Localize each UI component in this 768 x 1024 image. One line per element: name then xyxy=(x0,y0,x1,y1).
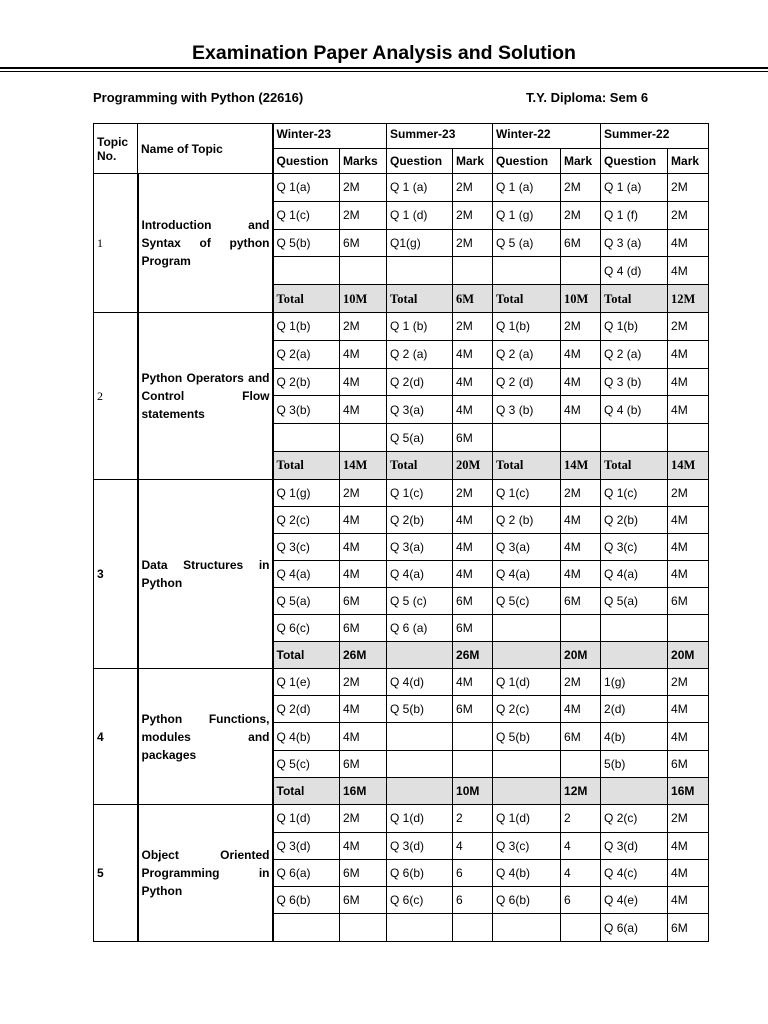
marks-cell: 2M xyxy=(668,312,709,340)
question-cell: Q 4(a) xyxy=(601,560,668,587)
question-cell: Q 3(c) xyxy=(601,533,668,560)
marks-cell xyxy=(453,723,493,750)
marks-cell: 4 xyxy=(561,859,601,886)
question-cell: Q 1(d) xyxy=(493,805,561,832)
marks-cell xyxy=(668,424,709,452)
marks-cell: 4M xyxy=(340,340,387,368)
marks-cell: 6M xyxy=(561,723,601,750)
marks-cell xyxy=(561,750,601,777)
marks-cell xyxy=(668,614,709,641)
total-marks: 16M xyxy=(340,777,387,804)
question-cell: Q 1(b) xyxy=(601,312,668,340)
marks-cell: 6M xyxy=(453,424,493,452)
question-cell: Q 6(c) xyxy=(387,887,453,914)
total-label: Total xyxy=(273,777,340,804)
marks-cell: 4M xyxy=(668,229,709,257)
page-title: Examination Paper Analysis and Solution xyxy=(192,42,576,64)
total-marks: 14M xyxy=(668,451,709,479)
marks-cell xyxy=(453,750,493,777)
marks-cell: 6M xyxy=(340,750,387,777)
marks-cell xyxy=(453,257,493,285)
marks-cell: 4M xyxy=(668,368,709,396)
question-cell xyxy=(493,614,561,641)
question-cell: Q 2(c) xyxy=(273,506,340,533)
question-cell: Q 1 (a) xyxy=(387,174,453,202)
total-label: Total xyxy=(273,641,340,668)
marks-cell: 2M xyxy=(561,174,601,202)
question-cell: 2(d) xyxy=(601,696,668,723)
total-marks: 20M xyxy=(668,641,709,668)
marks-cell: 4M xyxy=(561,368,601,396)
total-label xyxy=(493,777,561,804)
table-row xyxy=(94,805,709,832)
marks-cell: 6M xyxy=(453,587,493,614)
question-cell xyxy=(387,750,453,777)
semester-header: Summer-23 xyxy=(387,124,493,149)
marks-cell: 2M xyxy=(453,174,493,202)
question-cell: Q 1(c) xyxy=(493,479,561,506)
question-cell: Q 5(b) xyxy=(387,696,453,723)
sub-header: Question xyxy=(601,149,668,174)
total-label: Total xyxy=(601,451,668,479)
marks-cell: 6 xyxy=(453,859,493,886)
sub-header: Mark xyxy=(561,149,601,174)
question-cell: Q 2 (d) xyxy=(493,368,561,396)
marks-cell: 6M xyxy=(340,614,387,641)
marks-cell: 6M xyxy=(340,887,387,914)
total-marks: 12M xyxy=(668,285,709,313)
question-cell: Q 6(c) xyxy=(273,614,340,641)
question-cell: Q 6(b) xyxy=(273,887,340,914)
topic-number: 3 xyxy=(94,479,138,668)
marks-cell: 2M xyxy=(561,312,601,340)
question-cell: Q 2(c) xyxy=(601,805,668,832)
question-cell: Q 1 (g) xyxy=(493,201,561,229)
question-cell: Q 1(b) xyxy=(493,312,561,340)
question-cell: Q1(g) xyxy=(387,229,453,257)
total-label: Total xyxy=(387,285,453,313)
question-cell xyxy=(601,424,668,452)
question-cell: Q 1(c) xyxy=(387,479,453,506)
question-cell: Q 4 (b) xyxy=(601,396,668,424)
marks-cell: 4M xyxy=(668,396,709,424)
total-marks: 10M xyxy=(453,777,493,804)
total-label xyxy=(601,641,668,668)
question-cell: Q 1 (b) xyxy=(387,312,453,340)
table-body xyxy=(94,124,709,942)
marks-cell: 4M xyxy=(668,340,709,368)
marks-cell: 4M xyxy=(453,506,493,533)
question-cell: Q 4(a) xyxy=(273,560,340,587)
marks-cell xyxy=(561,614,601,641)
question-cell: Q 3(a) xyxy=(387,533,453,560)
marks-cell: 6M xyxy=(340,229,387,257)
question-cell: Q 3 (a) xyxy=(601,229,668,257)
marks-cell: 4M xyxy=(561,506,601,533)
question-cell xyxy=(601,614,668,641)
total-label: Total xyxy=(387,451,453,479)
question-cell: Q 5 (c) xyxy=(387,587,453,614)
question-cell: Q 2 (a) xyxy=(601,340,668,368)
marks-cell: 2M xyxy=(561,668,601,695)
question-cell: Q 2 (b) xyxy=(493,506,561,533)
total-label xyxy=(493,641,561,668)
question-cell xyxy=(493,257,561,285)
title-rule-thin xyxy=(0,71,768,72)
marks-cell: 4M xyxy=(668,832,709,859)
marks-cell: 2M xyxy=(453,229,493,257)
topic-name-header: Name of Topic xyxy=(138,124,273,174)
marks-cell: 4 xyxy=(453,832,493,859)
question-cell: Q 3(a) xyxy=(493,533,561,560)
sub-header: Mark xyxy=(668,149,709,174)
question-cell: Q 1(a) xyxy=(273,174,340,202)
marks-cell: 6 xyxy=(453,887,493,914)
question-cell: Q 5(a) xyxy=(387,424,453,452)
question-cell: Q 2(a) xyxy=(273,340,340,368)
question-cell: Q 5(c) xyxy=(493,587,561,614)
marks-cell: 4M xyxy=(561,696,601,723)
question-cell: Q 1(c) xyxy=(273,201,340,229)
marks-cell: 4M xyxy=(340,396,387,424)
marks-cell: 4M xyxy=(668,859,709,886)
marks-cell: 4M xyxy=(453,668,493,695)
title-rule-thick xyxy=(0,67,768,69)
question-cell: Q 1(d) xyxy=(493,668,561,695)
marks-cell: 4M xyxy=(340,696,387,723)
question-cell: Q 4(a) xyxy=(387,560,453,587)
sub-header: Question xyxy=(273,149,340,174)
total-marks: 6M xyxy=(453,285,493,313)
analysis-table xyxy=(93,123,709,942)
marks-cell xyxy=(340,257,387,285)
marks-cell: 2M xyxy=(668,805,709,832)
question-cell: Q 3(b) xyxy=(273,396,340,424)
question-cell: Q 4(a) xyxy=(493,560,561,587)
question-cell: Q 3(a) xyxy=(387,396,453,424)
sub-header: Marks xyxy=(340,149,387,174)
table-row xyxy=(94,668,709,695)
marks-cell xyxy=(561,914,601,941)
total-label: Total xyxy=(493,451,561,479)
question-cell: Q 4(e) xyxy=(601,887,668,914)
marks-cell: 4M xyxy=(453,396,493,424)
topic-no-header: Topic No. xyxy=(94,124,138,174)
question-cell: Q 6(b) xyxy=(387,859,453,886)
marks-cell: 4M xyxy=(340,506,387,533)
question-cell: Q 1 (f) xyxy=(601,201,668,229)
semester-header: Winter-22 xyxy=(493,124,601,149)
question-cell: Q 1(e) xyxy=(273,668,340,695)
marks-cell: 2M xyxy=(453,312,493,340)
total-label xyxy=(387,641,453,668)
question-cell: Q 4(d) xyxy=(387,668,453,695)
marks-cell: 4M xyxy=(668,560,709,587)
question-cell: Q 4(c) xyxy=(601,859,668,886)
total-label: Total xyxy=(273,451,340,479)
total-marks: 20M xyxy=(561,641,601,668)
question-cell xyxy=(273,257,340,285)
marks-cell: 6 xyxy=(561,887,601,914)
marks-cell: 4M xyxy=(668,696,709,723)
program-label: T.Y. Diploma: Sem 6 xyxy=(526,90,649,105)
marks-cell: 4M xyxy=(668,723,709,750)
question-cell: Q 1(c) xyxy=(601,479,668,506)
question-cell: 4(b) xyxy=(601,723,668,750)
marks-cell: 2M xyxy=(453,201,493,229)
sub-header: Question xyxy=(493,149,561,174)
marks-cell: 4M xyxy=(561,340,601,368)
topic-name: Python Operators and Control Flow statements xyxy=(138,312,273,479)
topic-number: 2 xyxy=(94,312,138,479)
semester-header-row xyxy=(94,124,709,149)
marks-cell xyxy=(340,424,387,452)
question-cell: Q 6(a) xyxy=(601,914,668,941)
marks-cell: 4M xyxy=(340,723,387,750)
marks-cell: 4M xyxy=(340,533,387,560)
question-cell: Q 6 (a) xyxy=(387,614,453,641)
question-cell: Q 2 (a) xyxy=(387,340,453,368)
question-cell xyxy=(493,750,561,777)
question-cell: Q 5(c) xyxy=(273,750,340,777)
marks-cell: 2M xyxy=(340,312,387,340)
total-marks: 14M xyxy=(340,451,387,479)
question-cell: Q 1 (a) xyxy=(601,174,668,202)
marks-cell: 2M xyxy=(453,479,493,506)
marks-cell: 2M xyxy=(340,174,387,202)
marks-cell xyxy=(561,257,601,285)
marks-cell xyxy=(340,914,387,941)
total-marks: 10M xyxy=(561,285,601,313)
marks-cell: 4M xyxy=(340,368,387,396)
question-cell: 5(b) xyxy=(601,750,668,777)
question-cell xyxy=(387,257,453,285)
total-label xyxy=(387,777,453,804)
marks-cell: 2M xyxy=(668,174,709,202)
topic-number: 1 xyxy=(94,174,138,313)
question-cell xyxy=(273,914,340,941)
question-cell: Q 3(d) xyxy=(601,832,668,859)
total-marks: 26M xyxy=(453,641,493,668)
question-cell: Q 2(b) xyxy=(273,368,340,396)
question-cell: Q 2(c) xyxy=(493,696,561,723)
question-cell: Q 6(b) xyxy=(493,887,561,914)
marks-cell: 2M xyxy=(668,479,709,506)
marks-cell: 4M xyxy=(668,257,709,285)
question-cell xyxy=(493,424,561,452)
marks-cell: 2 xyxy=(453,805,493,832)
marks-cell: 6M xyxy=(340,587,387,614)
marks-cell: 2M xyxy=(668,668,709,695)
marks-cell xyxy=(453,914,493,941)
question-cell: Q 3(d) xyxy=(387,832,453,859)
marks-cell: 4 xyxy=(561,832,601,859)
marks-cell: 6M xyxy=(561,229,601,257)
topic-number: 5 xyxy=(94,805,138,941)
marks-cell: 2 xyxy=(561,805,601,832)
question-cell: Q 2 (a) xyxy=(493,340,561,368)
question-cell: Q 1 (d) xyxy=(387,201,453,229)
marks-cell: 6M xyxy=(453,614,493,641)
marks-cell: 2M xyxy=(340,805,387,832)
marks-cell: 4M xyxy=(453,533,493,560)
question-cell: Q 3(d) xyxy=(273,832,340,859)
question-cell: Q 1(g) xyxy=(273,479,340,506)
question-cell: Q 3 (b) xyxy=(493,396,561,424)
total-marks: 10M xyxy=(340,285,387,313)
marks-cell: 4M xyxy=(668,506,709,533)
marks-cell: 2M xyxy=(340,201,387,229)
question-cell: Q 3(c) xyxy=(493,832,561,859)
total-label xyxy=(601,777,668,804)
question-cell: Q 6(a) xyxy=(273,859,340,886)
question-cell: Q 1(d) xyxy=(273,805,340,832)
marks-cell: 4M xyxy=(561,396,601,424)
question-cell: Q 3 (b) xyxy=(601,368,668,396)
marks-cell: 2M xyxy=(340,479,387,506)
total-marks: 12M xyxy=(561,777,601,804)
marks-cell: 4M xyxy=(668,887,709,914)
question-cell: 1(g) xyxy=(601,668,668,695)
question-cell: Q 1(d) xyxy=(387,805,453,832)
semester-header: Summer-22 xyxy=(601,124,709,149)
marks-cell: 4M xyxy=(453,340,493,368)
marks-cell: 4M xyxy=(340,832,387,859)
question-cell: Q 4(b) xyxy=(493,859,561,886)
question-cell: Q 2(d) xyxy=(387,368,453,396)
question-cell: Q 1 (a) xyxy=(493,174,561,202)
table-row xyxy=(94,479,709,506)
question-cell xyxy=(387,723,453,750)
question-cell: Q 4 (d) xyxy=(601,257,668,285)
question-cell: Q 2(b) xyxy=(387,506,453,533)
total-label: Total xyxy=(493,285,561,313)
total-label: Total xyxy=(273,285,340,313)
marks-cell xyxy=(561,424,601,452)
table-row xyxy=(94,174,709,202)
topic-name: Object Oriented Programming in Python xyxy=(138,805,273,941)
marks-cell: 4M xyxy=(561,560,601,587)
question-cell xyxy=(273,424,340,452)
sub-header: Mark xyxy=(453,149,493,174)
topic-name: Data Structures in Python xyxy=(138,479,273,668)
question-cell: Q 3(c) xyxy=(273,533,340,560)
marks-cell: 2M xyxy=(561,479,601,506)
marks-cell: 6M xyxy=(668,587,709,614)
question-cell: Q 2(b) xyxy=(601,506,668,533)
total-marks: 14M xyxy=(561,451,601,479)
topic-number: 4 xyxy=(94,668,138,804)
marks-cell: 6M xyxy=(668,914,709,941)
marks-cell: 4M xyxy=(453,560,493,587)
total-label: Total xyxy=(601,285,668,313)
topic-name: Introduction and Syntax of python Program xyxy=(138,174,273,313)
table-row xyxy=(94,312,709,340)
marks-cell: 6M xyxy=(668,750,709,777)
total-marks: 26M xyxy=(340,641,387,668)
marks-cell: 4M xyxy=(340,560,387,587)
question-cell xyxy=(493,914,561,941)
total-marks: 16M xyxy=(668,777,709,804)
marks-cell: 4M xyxy=(453,368,493,396)
marks-cell: 4M xyxy=(668,533,709,560)
question-cell: Q 5(a) xyxy=(601,587,668,614)
semester-header: Winter-23 xyxy=(273,124,387,149)
question-cell: Q 4(b) xyxy=(273,723,340,750)
question-cell: Q 5 (a) xyxy=(493,229,561,257)
marks-cell: 6M xyxy=(340,859,387,886)
question-cell: Q 5(a) xyxy=(273,587,340,614)
question-cell: Q 5(b) xyxy=(493,723,561,750)
marks-cell: 2M xyxy=(561,201,601,229)
question-cell: Q 5(b) xyxy=(273,229,340,257)
marks-cell: 4M xyxy=(561,533,601,560)
marks-cell: 6M xyxy=(561,587,601,614)
total-marks: 20M xyxy=(453,451,493,479)
question-cell: Q 2(d) xyxy=(273,696,340,723)
sub-header: Question xyxy=(387,149,453,174)
question-cell xyxy=(387,914,453,941)
marks-cell: 2M xyxy=(340,668,387,695)
marks-cell: 6M xyxy=(453,696,493,723)
marks-cell: 2M xyxy=(668,201,709,229)
subject-title: Programming with Python (22616) xyxy=(93,90,304,105)
question-cell: Q 1(b) xyxy=(273,312,340,340)
topic-name: Python Functions, modules and packages xyxy=(138,668,273,804)
